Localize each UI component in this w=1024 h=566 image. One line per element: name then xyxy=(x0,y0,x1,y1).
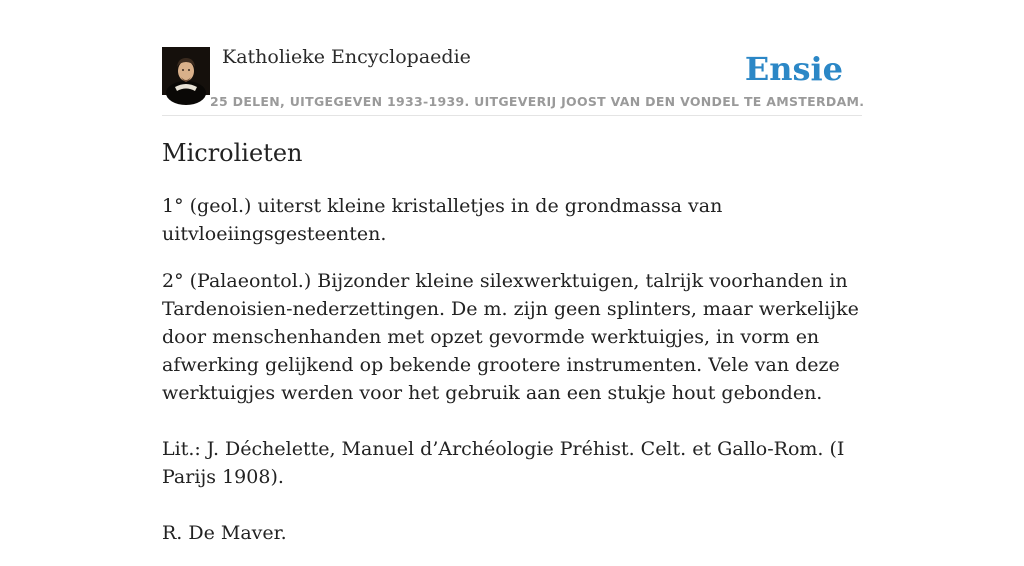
article-page xyxy=(162,0,865,544)
brand-logo[interactable]: Ensie xyxy=(744,50,843,88)
portrait-avatar-icon[interactable] xyxy=(162,47,210,95)
site-subtitle: 25 DELEN, UITGEGEVEN 1933-1939. UITGEVERIJ JOOST VAN DEN VONDEL TE AMSTERDAM. xyxy=(210,94,865,109)
definition-paragraph: 1° (geol.) uiterst kleine kristalletjes in de grondmassa van uitvloeiingsgesteenten. xyxy=(162,195,723,245)
literature-reference: Lit.: J. Déchelette, Manuel d’Archéologie Préhist. Celt. et Gallo-Rom. (I Parijs 1908). xyxy=(162,438,845,488)
article-body xyxy=(162,192,866,566)
article-title: Microlieten xyxy=(162,139,303,167)
header-divider xyxy=(162,115,862,116)
site-title[interactable]: Katholieke Encyclopaedie xyxy=(222,46,471,68)
definition-paragraph: 2° (Palaeontol.) Bijzonder kleine silexwerktuigen, talrijk voorhanden in Tardenoisien-nederzettingen. De m. zijn geen splinters, maar werkelijke door menschenhanden met opzet gevormde werktuigjes, in vorm en afwerking gelijkend op bekende grootere instrumenten. Vele van deze werktuigjes werden voor het gebruik aan een stukje hout gebonden. xyxy=(162,270,859,404)
author-signature: R. De Maver. xyxy=(162,522,287,544)
